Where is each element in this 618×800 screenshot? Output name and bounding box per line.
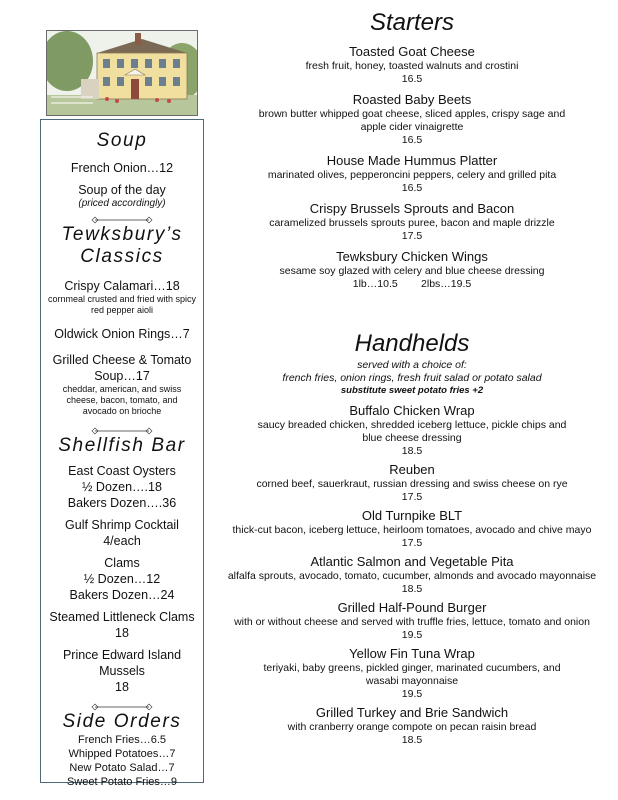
handheld-name: Atlantic Salmon and Vegetable Pita [310,554,514,569]
classics-item: Crispy Calamari…18 [64,279,180,293]
shellfish-price: ½ Dozen…12 [83,572,161,586]
starter-price: 16.5 [401,134,423,146]
shellfish-item: East Coast Oysters [68,464,176,478]
handheld-price: 19.5 [401,688,423,700]
side-item: French Fries…6.5 [77,734,167,746]
classics-desc: cheddar, american, and swiss cheese, bacon, tomato, and avocado on brioche [62,384,182,416]
inn-illustration [46,30,198,116]
classics-heading: Tewksbury’s Classics [61,224,183,267]
shellfish-price: ½ Dozen….18 [82,480,162,494]
starter-desc: brown butter whipped goat cheese, sliced apples, crispy sage and apple cider vinaigrette [258,108,566,133]
handheld-desc: saucy breaded chicken, shredded iceberg lettuce, pickle chips and blue cheese dressing [257,419,567,444]
handhelds-choices: french fries, onion rings, fresh fruit salad or potato salad [282,372,542,384]
handheld-name: Old Turnpike BLT [361,508,463,523]
handheld-price: 18.5 [401,583,423,595]
shellfish-item: Prince Edward Island Mussels [62,648,182,678]
side-item: New Potato Salad…7 [69,762,175,774]
handheld-desc: thick-cut bacon, iceberg lettuce, heirloom tomatoes, avocado and chive mayo [232,524,592,536]
starters-heading: Starters [369,9,455,36]
starter-name: Toasted Goat Cheese [349,44,475,59]
shellfish-item: Steamed Littleneck Clams [49,610,195,624]
starter-price: 17.5 [401,230,423,242]
shellfish-price: 18 [115,680,129,694]
shellfish-price: 18 [115,626,129,640]
shellfish-price: Bakers Dozen…24 [69,588,175,602]
left-menu-panel [40,119,204,788]
starter-desc: marinated olives, pepperoncini peppers, celery and grilled pita [267,169,557,181]
soup-heading: Soup [96,130,148,151]
side-item: Sweet Potato Fries…9 [66,776,178,788]
handheld-name: Grilled Turkey and Brie Sandwich [315,705,509,720]
starter-price: 16.5 [401,182,423,194]
starter-name: Tewksbury Chicken Wings [336,249,488,264]
starter-price: 1lb…10.5 2lbs…19.5 [352,278,472,290]
flourish-divider-icon [43,212,201,222]
starter-name: House Made Hummus Platter [326,153,498,168]
shellfish-price: Bakers Dozen….36 [67,496,177,510]
handheld-price: 17.5 [401,491,423,503]
soup-item: French Onion…12 [70,161,174,175]
handheld-price: 18.5 [401,734,423,746]
handheld-desc: teriyaki, baby greens, pickled ginger, marinated cucumbers, and wasabi mayonnaise [263,662,561,687]
side-item: Whipped Potatoes…7 [68,748,176,760]
handheld-desc: with or without cheese and served with truffle fries, lettuce, tomato and onion [234,616,590,628]
handheld-desc: with cranberry orange compote on pecan raisin bread [287,721,537,733]
shellfish-price: 4/each [103,534,141,548]
handheld-desc: alfalfa sprouts, avocado, tomato, cucumber, almonds and avocado mayonnaise [227,570,597,582]
starter-price: 16.5 [401,73,423,85]
starter-desc: fresh fruit, honey, toasted walnuts and crostini [305,60,519,72]
handhelds-served: served with a choice of: [357,359,467,371]
flourish-divider-icon [43,699,201,709]
handhelds-heading: Handhelds [354,330,470,357]
soup-item: Soup of the day [78,183,166,197]
handheld-price: 17.5 [401,537,423,549]
handheld-name: Grilled Half-Pound Burger [337,600,487,615]
sides-heading: Side Orders [62,711,182,732]
starter-name: Roasted Baby Beets [352,92,472,107]
handheld-name: Yellow Fin Tuna Wrap [349,646,475,661]
shellfish-item: Gulf Shrimp Cocktail [65,518,179,532]
handheld-name: Reuben [389,462,435,477]
soup-note: (priced accordingly) [78,198,166,209]
starter-desc: caramelized brussels sprouts puree, bacon and maple drizzle [269,217,555,229]
shellfish-item: Clams [104,556,140,570]
shellfish-heading: Shellfish Bar [58,435,186,456]
starter-name: Crispy Brussels Sprouts and Bacon [309,201,515,216]
handheld-desc: corned beef, sauerkraut, russian dressing and swiss cheese on rye [256,478,568,490]
classics-item: Grilled Cheese & Tomato Soup…17 [52,353,192,383]
handhelds-substitute: substitute sweet potato fries +2 [340,385,484,396]
flourish-divider-icon [43,423,201,433]
classics-desc: cornmeal crusted and fried with spicy red pepper aioli [47,294,197,315]
right-menu-column [212,8,612,747]
handheld-price: 19.5 [401,629,423,641]
starter-desc: sesame soy glazed with celery and blue cheese dressing [279,265,545,277]
handheld-price: 18.5 [401,445,423,457]
handheld-name: Buffalo Chicken Wrap [349,403,475,418]
classics-item: Oldwick Onion Rings…7 [54,327,190,341]
